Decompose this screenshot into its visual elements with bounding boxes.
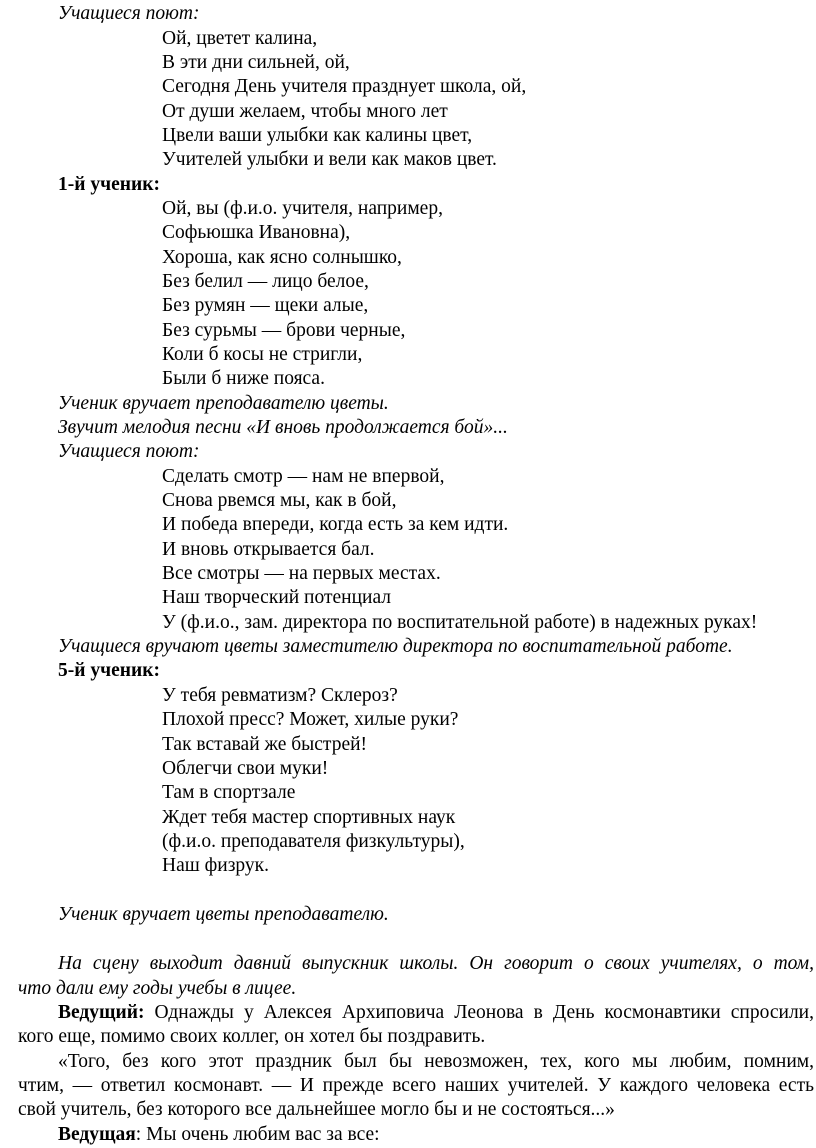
- stage-direction-paragraph-line: что дали ему годы учебы в лицее.: [18, 978, 297, 999]
- verse-line: У (ф.и.о., зам. директора по воспитательной работе) в надежных руках!: [162, 612, 758, 633]
- verse-line: Все смотры — на первых местах.: [162, 563, 441, 584]
- quote-paragraph-line: чтим, — ответил космонавт. — И прежде всего наших учителей. У каждого человека есть: [18, 1075, 814, 1096]
- verse-line: Учителей улыбки и вели как маков цвет.: [162, 149, 497, 170]
- verse-line: Хороша, как ясно солнышко,: [162, 247, 402, 268]
- paragraph-text: : Мы очень любим вас за все:: [135, 1124, 380, 1145]
- speaker-label: Ведущий:: [58, 1002, 145, 1023]
- verse-line: От души желаем, чтобы много лет: [162, 101, 448, 122]
- stage-direction: Учащиеся поют:: [58, 441, 200, 462]
- verse-line: Ой, вы (ф.и.о. учителя, например,: [162, 198, 443, 219]
- verse-line: У тебя ревматизм? Склероз?: [162, 685, 398, 706]
- quote-paragraph-line: «Того, без кого этот праздник был бы невозможен, тех, кого мы любим, помним,: [58, 1051, 814, 1072]
- verse-line: Без румян — щеки алые,: [162, 295, 369, 316]
- verse-line: Были б ниже пояса.: [162, 368, 325, 389]
- verse-line: Наш творческий потенциал: [162, 587, 392, 608]
- verse-line: Снова рвемся мы, как в бой,: [162, 490, 397, 511]
- verse-line: Ждет тебя мастер спортивных наук: [162, 807, 456, 828]
- speaker-label: 1-й ученик:: [58, 174, 160, 195]
- stage-direction: Ученик вручает цветы преподавателю.: [58, 904, 389, 925]
- verse-line: Без белил — лицо белое,: [162, 271, 369, 292]
- stage-direction: Ученик вручает преподавателю цветы.: [58, 393, 389, 414]
- speaker-label: 5-й ученик:: [58, 660, 160, 681]
- verse-line: Ой, цветет калина,: [162, 28, 318, 49]
- host-paragraph-line: [58, 1003, 814, 1023]
- verse-line: В эти дни сильней, ой,: [162, 52, 350, 73]
- verse-line: Коли б косы не стригли,: [162, 344, 363, 365]
- verse-line: Плохой пресс? Может, хилые руки?: [162, 709, 459, 730]
- verse-line: Софьюшка Ивановна),: [162, 222, 351, 243]
- host-paragraph-line: кого еще, помимо своих коллег, он хотел бы поздравить.: [18, 1026, 486, 1047]
- paragraph-text: Однажды у Алексея Архиповича Леонова в День космонавтики спросили,: [144, 1002, 814, 1023]
- stage-direction: Звучит мелодия песни «И вновь продолжается бой»...: [58, 417, 508, 438]
- speaker-label: Ведущая: [58, 1124, 136, 1145]
- verse-line: Наш физрук.: [162, 855, 269, 876]
- verse-line: Без сурьмы — брови черные,: [162, 320, 406, 341]
- verse-line: Там в спортзале: [162, 782, 296, 803]
- verse-line: Сделать смотр — нам не впервой,: [162, 466, 445, 487]
- verse-line: Так вставай же быстрей!: [162, 734, 368, 755]
- stage-direction: Учащиеся поют:: [58, 3, 200, 24]
- host-paragraph-line: [58, 1125, 380, 1145]
- verse-line: И вновь открывается бал.: [162, 539, 375, 560]
- verse-line: (ф.и.о. преподавателя физкультуры),: [162, 831, 465, 852]
- stage-direction: Учащиеся вручают цветы заместителю директора по воспитательной работе.: [58, 636, 733, 657]
- stage-direction-paragraph-line: На сцену выходит давний выпускник школы. Он говорит о своих учителях, о том,: [58, 953, 814, 974]
- verse-line: Сегодня День учителя празднует школа, ой,: [162, 76, 527, 97]
- verse-line: Облегчи свои муки!: [162, 758, 329, 779]
- verse-line: И победа впереди, когда есть за кем идти.: [162, 514, 509, 535]
- verse-line: Цвели ваши улыбки как калины цвет,: [162, 125, 473, 146]
- quote-paragraph-line: свой учитель, без которого все дальнейшее могло бы и не состояться...»: [18, 1099, 615, 1120]
